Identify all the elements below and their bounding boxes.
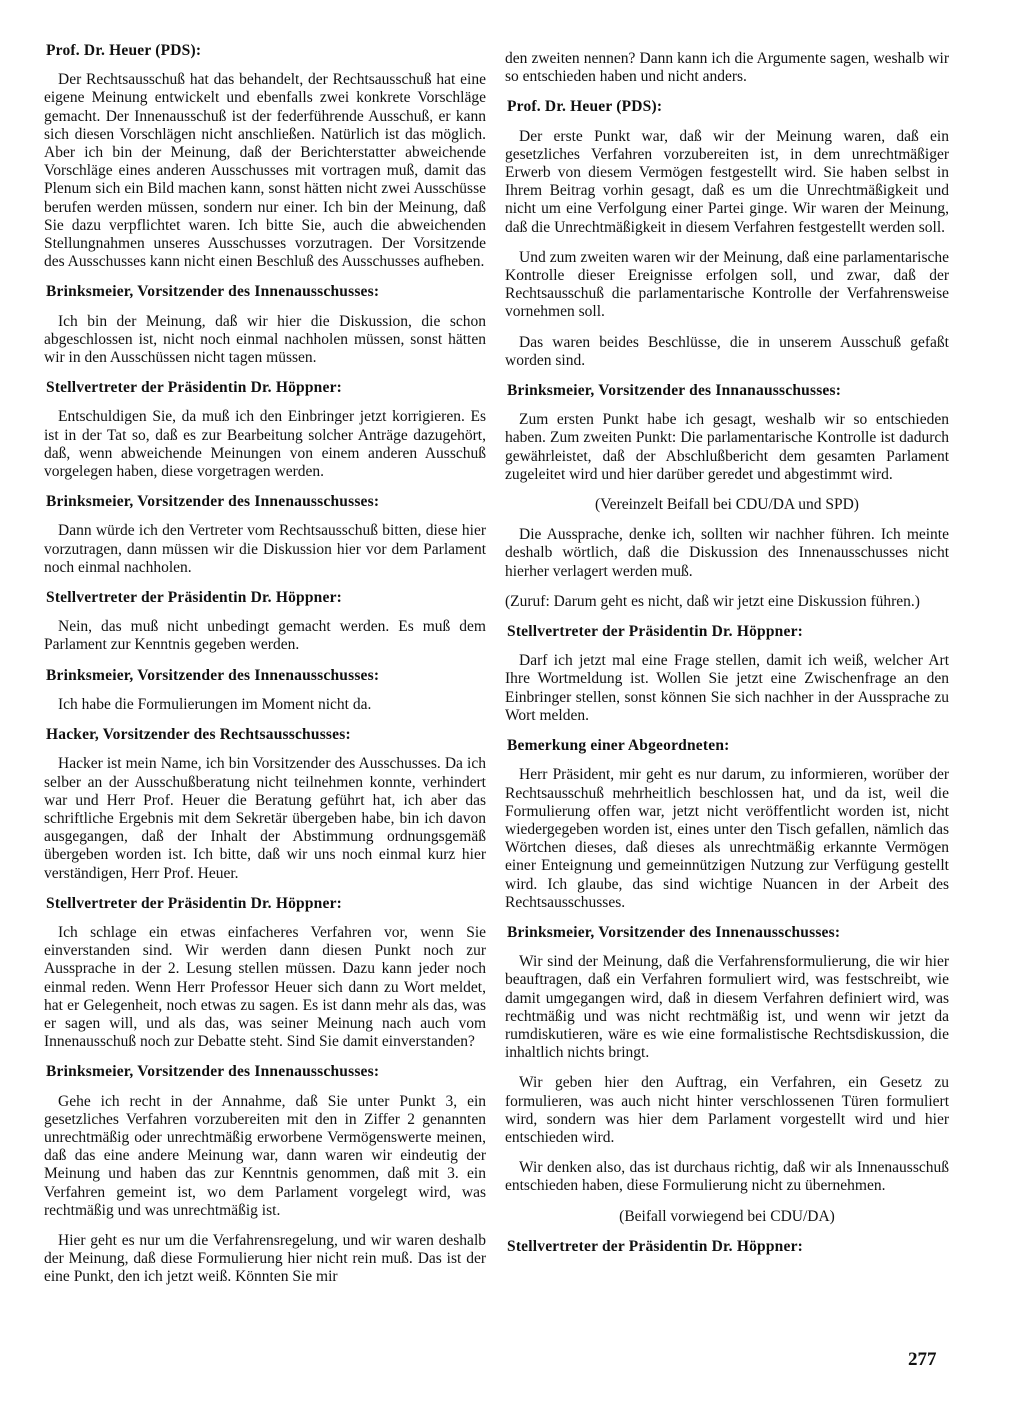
paragraph: Ich schlage ein etwas einfacheres Verfahren vor, wenn Sie einverstanden sind. Wir werden dann diesen Punkt noch zur Aussprache in der 2. Lesung stellen müssen. Dazu kann jeder noch einmal reden. Wenn Herr Professor Heuer sich dann zu Wort meldet, hat er Gelegenheit, noch etwas zu sagen. Es ist dann mehr als das, was er sagen will, und als das, was seiner Meinung nach auch vom Innenausschuß noch zur Debatte steht. Sind Sie damit einverstanden? xyxy=(44,923,486,1051)
applause-note: (Beifall vorwiegend bei CDU/DA) xyxy=(619,1207,835,1225)
speaker-heading: Brinksmeier, Vorsitzender des Innenausschusses: xyxy=(46,283,380,301)
applause-note: (Vereinzelt Beifall bei CDU/DA und SPD) xyxy=(595,496,859,514)
paragraph-continued: den zweiten nennen? Dann kann ich die Argumente sagen, weshalb wir so entschieden haben und nicht anders. xyxy=(505,50,949,86)
paragraph: Wir geben hier den Auftrag, ein Verfahren, ein Gesetz zu formulieren, was auch nicht hinter verschlossenen Türen formuliert wird, sondern was hier dem Parlament vorgestellt wird und hier entschieden wird. xyxy=(505,1074,949,1146)
speaker-heading: Brinksmeier, Vorsitzender des Innanausschusses: xyxy=(507,382,842,400)
speaker-heading: Stellvertreter der Präsidentin Dr. Höppner: xyxy=(46,589,343,607)
speaker-heading: Stellvertreter der Präsidentin Dr. Höppner: xyxy=(46,894,343,912)
speaker-heading: Stellvertreter der Präsidentin Dr. Höppner: xyxy=(507,1237,804,1255)
speaker-heading: Prof. Dr. Heuer (PDS): xyxy=(507,98,663,116)
paragraph: Die Aussprache, denke ich, sollten wir nachher führen. Ich meinte deshalb wörtlich, daß die Diskussion des Innenausschusses nicht hierher verlagert werden muß. xyxy=(505,526,949,580)
paragraph: Darf ich jetzt mal eine Frage stellen, damit ich weiß, welcher Art Ihre Wortmeldung ist. Wollen Sie jetzt eine Zwischenfrage an den Einbringer stellen, sonst können Sie sich nachher in der Aussprache zu Wort melden. xyxy=(505,652,949,724)
left-column xyxy=(44,42,486,1299)
paragraph: Dann würde ich den Vertreter vom Rechtsausschuß bitten, diese hier vorzutragen, dann müssen wir die Diskussion hier vor dem Parlament noch einmal nachholen. xyxy=(44,522,486,576)
paragraph: Der erste Punkt war, daß wir der Meinung waren, daß ein gesetzliches Verfahren vorzubereiten ist, in dem unrechtmäßiger Erwerb von diesem Vermögen festgestellt wird. Sie haben selbst in Ihrem Beitrag vorhin gesagt, daß es um die Unrechtmäßigkeit und nicht um eine Verfolgung einer Partei ginge. Wir waren der Meinung, daß die Unrechtmäßigkeit in diesem Verfahren festgestellt werden soll. xyxy=(505,127,949,236)
speaker-heading: Bemerkung einer Abgeordneten: xyxy=(507,737,730,755)
paragraph: Und zum zweiten waren wir der Meinung, daß eine parlamentarische Kontrolle dieser Ereignisse erfolgen soll, und zwar, daß der Rechtsausschuß die parlamentarische Kontrolle der Verfahrensweise vornehmen soll. xyxy=(505,248,949,321)
paragraph: Hier geht es nur um die Verfahrensregelung, und wir waren deshalb der Meinung, daß diese Formulierung hier nicht rein muß. Das ist der eine Punkt, den ich jetzt weiß. Könnten Sie mir xyxy=(44,1231,486,1286)
paragraph: Das waren beides Beschlüsse, die in unserem Ausschuß gefaßt worden sind. xyxy=(505,333,949,369)
right-column xyxy=(505,50,949,1267)
paragraph: Herr Präsident, mir geht es nur darum, zu informieren, worüber der Rechtsausschuß mehrheitlich beschlossen hat, und da ist, weil die Formulierung offen war, jetzt nicht veröffentlicht worden ist, nicht wiedergegeben worden ist, eines unter den Tisch gefallen, nämlich das Wörtchen dieses, daß dieses als unrechtmäßig erkannte Vermögen einer Enteignung und gemeinnützigen Nutzung zur Verfügung gestellt wird. Ich glaube, das sind wichtige Nuancen in der Arbeit des Rechtsausschusses. xyxy=(505,766,949,911)
paragraph: Der Rechtsausschuß hat das behandelt, der Rechtsausschuß hat eine eigene Meinung entwickelt und ebenfalls zwei konkrete Vorschläge gemacht. Der Innenausschuß ist der federführende Ausschuß, er kann sich diesen Vorschlägen nicht anschließen. Natürlich ist das möglich. Aber ich bin der Meinung, daß der Berichterstatter abweichende Vorschläge eines anderen Ausschusses mit vortragen muß, damit das Plenum sich ein Bild machen kann, sonst hätten nicht zwei Ausschüsse berufen werden müssen, sondern nur einer. Ich bin der Meinung, daß Sie dazu verpflichtet waren. Ich bitte Sie, auch die abweichenden Stellungnahmen unseres Ausschusses vorzutragen. Der Vorsitzende des Ausschusses kann nicht einen Beschluß des Ausschusses aufheben. xyxy=(44,71,486,271)
speaker-heading: Hacker, Vorsitzender des Rechtsausschusses: xyxy=(46,726,351,744)
paragraph: Entschuldigen Sie, da muß ich den Einbringer jetzt korrigieren. Es ist in der Tat so, daß es zur Bearbeitung solcher Anträge dazugehört, daß, wenn abweichende Meinungen von einem anderen Ausschuß vorgelegen haben, diese vorgetragen werden. xyxy=(44,408,486,481)
paragraph: Ich habe die Formulierungen im Moment nicht da. xyxy=(58,695,372,713)
paragraph: Wir sind der Meinung, daß die Verfahrensformulierung, die wir hier beauftragen, daß ein Verfahren formuliert wird, was festschreibt, wie damit umgegangen wird, daß in diesem Verfahren definiert wird, was rechtmäßig und was nicht rechtmäßig ist, und wenn wir jetzt da rumdiskutieren, wäre es wie eine formalistische Rechtsdiskussion, die inhaltlich nichts bringt. xyxy=(505,953,949,1062)
interjection-note: (Zuruf: Darum geht es nicht, daß wir jetzt eine Diskussion führen.) xyxy=(505,592,920,610)
paragraph: Nein, das muß nicht unbedingt gemacht werden. Es muß dem Parlament zur Kenntnis gegeben werden. xyxy=(44,618,486,654)
paragraph: Ich bin der Meinung, daß wir hier die Diskussion, die schon abgeschlossen ist, nicht noch einmal nachholen müssen, sonst hätten wir in den Ausschüssen nicht tagen müssen. xyxy=(44,312,486,367)
paragraph: Wir denken also, das ist durchaus richtig, daß wir als Innenausschuß entschieden haben, diese Formulierung nicht zu übernehmen. xyxy=(505,1159,949,1195)
speaker-heading: Brinksmeier, Vorsitzender des Innenausschusses: xyxy=(46,1063,380,1081)
speaker-heading: Prof. Dr. Heuer (PDS): xyxy=(46,42,202,59)
speaker-heading: Brinksmeier, Vorsitzender des Innenausschusses: xyxy=(46,493,380,511)
paragraph: Gehe ich recht in der Annahme, daß Sie unter Punkt 3, ein gesetzliches Verfahren vorzubereiten mit den in Ziffer 2 genannten unrechtmäßig oder unrechtmäßig erworbene Vermögenswerte meinen, daß das eine andere Meinung war, dann waren wir eindeutig der Meinung und haben das zur Kenntnis genommen, daß mit 3. ein Verfahren gemeint ist, wo dem Parlament vorgelegt wird, was rechtmäßig und was unrechtmäßig ist. xyxy=(44,1092,486,1219)
speaker-heading: Stellvertreter der Präsidentin Dr. Höppner: xyxy=(46,379,343,397)
speaker-heading: Brinksmeier, Vorsitzender des Innenausschusses: xyxy=(507,923,841,941)
speaker-heading: Brinksmeier, Vorsitzender des Innenausschusses: xyxy=(46,666,380,684)
paragraph: Hacker ist mein Name, ich bin Vorsitzender des Ausschusses. Da ich selber an der Ausschußberatung nicht teilnehmen konnte, verhindert war und Herr Prof. Heuer die Beratung geführt hat, ich aber das schriftliche Ergebnis mit dem Sekretär übergeben habe, bin ich davon ausgegangen, daß der Inhalt der Abstimmung ordnungsgemäß übergeben worden ist. Ich bitte, daß wir uns noch einmal kurz hier verständigen, Herr Prof. Heuer. xyxy=(44,755,486,882)
paragraph: Zum ersten Punkt habe ich gesagt, weshalb wir so entschieden haben. Zum zweiten Punkt: Die parlamentarische Kontrolle ist dadurch gewährleistet, daß der Abschlußbericht dem gesamten Parlament zugeleitet wird und hier darüber geredet und abgestimmt wird. xyxy=(505,411,949,483)
page-number: 277 xyxy=(908,1349,937,1370)
speaker-heading: Stellvertreter der Präsidentin Dr. Höppner: xyxy=(507,623,804,641)
